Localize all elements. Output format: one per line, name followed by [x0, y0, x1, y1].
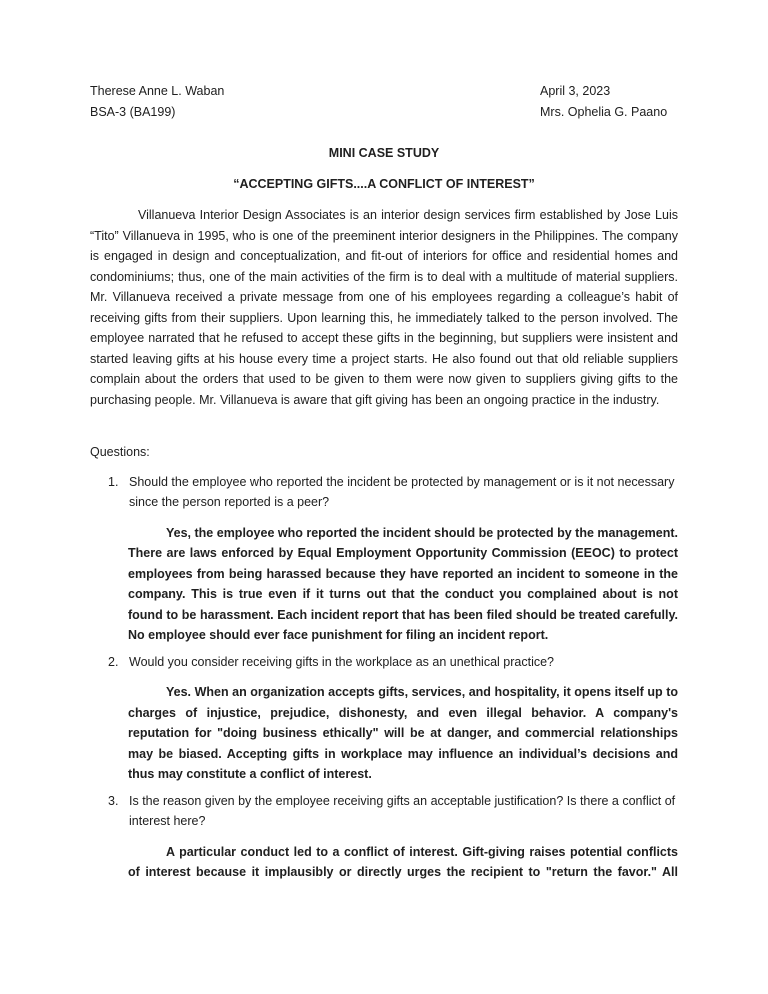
instructor-name: Mrs. Ophelia G. Paano: [540, 104, 668, 119]
answer-paragraph: Yes, the employee who reported the incident should be protected by the management. There are laws enforced by Equal Employment Opportunity Commission (EEOC) to protect employees from being harassed because they have reported an incident to someone in the company. This is true even if it turns out that the conduct you complained about is not found to be harassment. Each incident report that has been filed should be treated carefully. No employee should ever face punishment for filing an incident report.: [128, 525, 678, 642]
questions-list: [90, 472, 678, 883]
doc-header: [90, 81, 678, 122]
question-number: 3.: [108, 793, 119, 808]
question-answer-block: [90, 472, 678, 646]
doc-subtitle: “ACCEPTING GIFTS....A CONFLICT OF INTEREST”: [233, 177, 535, 191]
question-text: Would you consider receiving gifts in the workplace as an unethical practice?: [129, 654, 554, 669]
answer-paragraph: A particular conduct led to a conflict of interest. Gift-giving raises potential conflicts of interest because it implausibly or directly urges the recipient to "return the favor." All: [128, 844, 678, 879]
answer-paragraph: Yes. When an organization accepts gifts, services, and hospitality, it opens itself up to charges of injustice, prejudice, dishonesty, and even illegal behavior. A company's reputation for "doing business ethically" will be at danger, and commercial relationships may be biased. Accepting gifts in workplace may influence an individual’s decisions and thus may constitute a conflict of interest.: [128, 685, 678, 781]
student-class: BSA-3 (BA199): [90, 104, 176, 119]
student-name: Therese Anne L. Waban: [90, 84, 225, 98]
date: April 3, 2023: [540, 84, 611, 98]
question-number: 1.: [108, 474, 119, 489]
question-answer-block: [90, 791, 678, 883]
question: [90, 791, 678, 832]
question-answer-block: [90, 652, 678, 785]
header-right: [540, 81, 678, 122]
header-left: [90, 81, 224, 122]
case-paragraph: Villanueva Interior Design Associates is an interior design services firm established by Jose Luis “Tito” Villanueva in 1995, who is one of the preeminent interior designers in the Philippines. The company is engaged in design and conceptualization, and fit-out of interiors for office and residential homes and condominiums; thus, one of the main activities of the firm is to deal with a multitude of material suppliers. Mr. Villanueva received a private message from one of his employees regarding a colleague’s habit of receiving gifts from their suppliers. Upon learning this, he immediately talked to the person involved. The employee narrated that he refused to accept these gifts in the beginning, but suppliers were insistent and started leaving gifts at his house every time a project starts. He also found out that old reliable suppliers complain about the orders that used to be given to them were now given to suppliers giving gifts to the purchasing people. Mr. Villanueva is aware that gift giving has been an ongoing practice in the industry.: [90, 208, 678, 407]
questions-label: Questions:: [90, 445, 150, 459]
question-number: 2.: [108, 654, 119, 669]
question-text: Is the reason given by the employee receiving gifts an acceptable justification? Is there a conflict of interest here?: [129, 793, 676, 828]
question: [90, 472, 678, 513]
question-text: Should the employee who reported the incident be protected by management or is it not necessary since the person reported is a peer?: [129, 474, 675, 509]
question: [90, 652, 678, 673]
doc-title: MINI CASE STUDY: [328, 146, 440, 160]
